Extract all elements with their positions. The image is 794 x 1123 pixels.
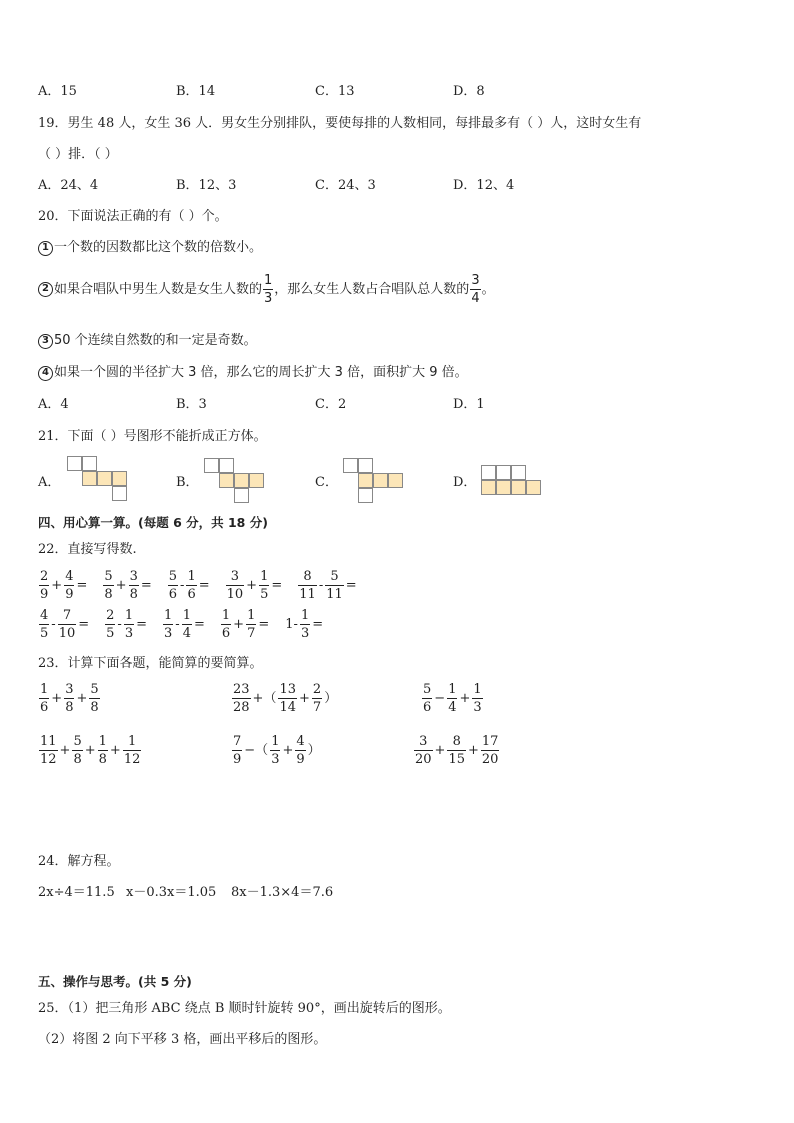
fraction [123,735,142,766]
oral-calc-item [162,609,206,640]
q20-statement-3 [38,334,257,349]
operator: + [233,617,245,632]
circled-number-1: 1 [38,241,53,256]
operator: + [76,691,88,706]
cube-net-b [204,458,266,505]
operator: + [109,743,121,758]
denominator: 11 [326,587,343,602]
q23-expression-5 [231,735,322,766]
numerator: 2 [40,569,49,584]
numerator: 1 [187,569,196,584]
q24-equation-2: x－0.3x＝1.05 [126,885,217,900]
numerator: 8 [298,570,317,586]
circled-number-3: 3 [38,334,53,349]
numerator: 3 [129,569,138,584]
q23-expression-1 [38,683,101,714]
denominator: 9 [40,587,49,602]
denominator: 4 [448,700,457,715]
q21-label-d: D． [453,475,477,490]
numerator: 5 [73,734,82,749]
fraction [312,683,322,714]
denominator: 3 [164,626,173,641]
fraction [447,683,457,714]
q20-statement-4 [38,366,468,381]
oral-calc-item [104,609,148,640]
denominator: 4 [471,291,480,306]
denominator: 8 [73,752,82,767]
fraction [295,735,305,766]
numerator: 1 [98,734,107,749]
oral-calc-item [220,609,270,640]
numerator: 4 [296,734,305,749]
section-5-heading: 五、操作与思考。(共 5 分) [38,974,192,989]
q20-option-d: D．1 [453,397,485,412]
equals-sign: = [258,617,270,632]
oral-calc-item [102,570,152,601]
numerator: 3 [226,570,245,586]
fraction [232,735,242,766]
q23-expression-6 [413,735,500,766]
numerator: 1 [260,569,269,584]
q20-option-c: C．2 [315,397,347,412]
operator: + [282,743,294,758]
operator: - [175,617,180,632]
cube-net-c [343,458,405,505]
q23-stem: 23．计算下面各题，能简算的要简算。 [38,656,263,671]
denominator: 12 [40,752,57,767]
operator: + [84,743,96,758]
fraction [72,735,82,766]
operator: + [51,578,63,593]
numerator: 3 [414,735,433,751]
fraction [232,683,251,714]
numerator: 11 [40,734,57,749]
numerator: 7 [58,609,77,625]
fraction [129,570,139,601]
denominator: 10 [58,626,76,641]
q21-label-b: B． [176,475,199,490]
denominator: 3 [124,626,134,641]
numerator: 1 [300,608,310,623]
q20-option-a: A．4 [38,397,69,412]
numerator: 1 [164,608,173,623]
numerator: 5 [325,570,344,586]
fraction [186,570,196,601]
whole-number: 1- [285,617,298,632]
denominator: 3 [271,752,280,767]
fraction [168,570,178,601]
q18-option-d: D．8 [453,84,485,99]
q20-statement-1-text: 一个数的因数都比这个数的倍数小。 [54,240,263,255]
denominator: 6 [423,700,432,715]
fraction [414,735,433,766]
numerator: 1 [448,682,457,697]
q25-line-2: （2）将图 2 向下平移 3 格，画出平移后的图形。 [38,1032,327,1047]
equals-sign: = [271,578,283,593]
fraction [270,735,280,766]
section-4-heading: 四、用心算一算。(每题 6 分，共 18 分) [38,515,268,530]
equals-sign: = [198,578,210,593]
q19-stem-line2: （ ）排．（ ） [38,147,118,162]
numerator: 5 [104,569,113,584]
fraction [481,735,500,766]
fraction [325,570,344,601]
q18-option-a: A．15 [38,84,77,99]
equals-sign: = [345,578,357,593]
q20-s2-text-a: 如果合唱队中男生人数是女生人数的 [54,282,263,297]
numerator: 4 [40,608,49,623]
numerator: 13 [279,682,296,697]
fraction [105,609,115,640]
q23-expression-2 [231,683,338,714]
q19-option-d: D．12、4 [453,178,515,193]
denominator: 10 [226,587,244,602]
q20-option-b: B．3 [176,397,207,412]
fraction [447,735,466,766]
q24-equation-3: 8x－1.3×4＝7.6 [231,885,334,900]
operator: + [434,743,446,758]
numerator: 4 [65,569,74,584]
q24-stem: 24．解方程。 [38,854,120,869]
oral-calc-item [284,609,324,640]
denominator: 8 [65,700,74,715]
q23-expression-3 [421,683,484,714]
denominator: 8 [129,587,138,602]
q19-stem-line1: 19．男生 48 人，女生 36 人．男女生分别排队，要使每排的人数相同，每排最多有（ ）人，这时女生有 [38,116,642,131]
denominator: 8 [98,752,107,767]
numerator: 8 [447,735,466,751]
denominator: 6 [168,587,178,602]
operator: +（ [252,691,277,706]
q19-option-b: B．12、3 [176,178,237,193]
numerator: 1 [473,682,482,697]
fraction [470,274,480,305]
denominator: 20 [415,752,432,767]
denominator: 6 [221,626,231,641]
operator: − [434,691,446,706]
q20-statement-4-text: 如果一个圆的半径扩大 3 倍，那么它的周长扩大 3 倍，面积扩大 9 倍。 [54,365,468,380]
fraction [58,609,77,640]
fraction [246,609,256,640]
operator: + [299,691,310,706]
denominator: 28 [233,700,250,715]
fraction [39,570,49,601]
q19-option-a: A．24、4 [38,178,99,193]
denominator: 14 [279,700,296,715]
fraction [103,570,113,601]
q21-label-c: C． [315,475,338,490]
denominator: 12 [123,752,141,767]
equals-sign: = [193,617,205,632]
q21-stem: 21．下面（ ）号图形不能折成正方体。 [38,429,267,444]
q20-statement-3-text: 50 个连续自然数的和一定是奇数。 [54,333,257,348]
denominator: 8 [104,587,113,602]
operator: - [117,617,122,632]
denominator: 9 [296,752,305,767]
denominator: 20 [481,752,499,767]
equals-sign: = [136,617,148,632]
operator: + [468,743,479,758]
fraction [278,683,297,714]
numerator: 1 [40,682,49,697]
oral-calc-item [225,570,284,601]
operator: + [115,578,127,593]
q20-statement-2 [38,274,495,305]
circled-number-2: 2 [38,282,53,297]
q22-row-2 [38,609,324,640]
operator: - [51,617,56,632]
cube-net-d [481,465,543,497]
numerator: 1 [124,608,134,623]
q20-statement-1 [38,241,262,256]
fraction [226,570,245,601]
numerator: 1 [271,734,280,749]
fraction [221,609,231,640]
q20-stem: 20．下面说法正确的有（ ）个。 [38,209,228,224]
fraction [39,735,58,766]
denominator: 3 [473,700,482,715]
denominator: 6 [40,700,49,715]
equals-sign: = [78,617,90,632]
operator: −（ [244,743,269,758]
q25-line-1: 25．（1）把三角形 ABC 绕点 B 顺时针旋转 90°，画出旋转后的图形。 [38,1001,451,1016]
oral-calc-item [297,570,357,601]
oral-calc-item [38,609,90,640]
denominator: 6 [187,587,196,602]
numerator: 1 [221,608,231,623]
numerator: 2 [312,682,322,697]
fraction [263,274,273,305]
fraction [182,609,192,640]
fraction [422,683,432,714]
denominator: 7 [247,626,256,641]
numerator: 3 [65,682,74,697]
numerator: 3 [471,273,480,288]
denominator: 5 [40,626,49,641]
numerator: 1 [123,735,142,751]
equals-sign: = [140,578,152,593]
numerator: 5 [168,569,178,584]
circled-number-4: 4 [38,366,53,381]
oral-calc-item [167,570,211,601]
fraction [39,683,49,714]
denominator: 9 [233,752,242,767]
q18-option-c: C．13 [315,84,355,99]
numerator: 23 [233,682,250,697]
numerator: 1 [247,608,256,623]
numerator: 2 [106,608,115,623]
fraction [98,735,108,766]
close-paren: ） [324,691,338,706]
numerator: 1 [264,273,273,288]
fraction [124,609,134,640]
numerator: 5 [90,682,99,697]
q22-row-1 [38,570,372,601]
denominator: 3 [264,291,273,306]
operator: + [59,743,71,758]
operator: + [51,691,63,706]
numerator: 1 [182,608,191,623]
numerator: 5 [423,682,432,697]
denominator: 5 [260,587,269,602]
denominator: 15 [448,752,465,767]
q21-label-a: A． [38,475,61,490]
denominator: 9 [65,587,74,602]
equals-sign: = [312,617,324,632]
operator: - [318,578,324,593]
q24-equation-1: 2x÷4＝11.5 [38,885,115,900]
q22-stem: 22．直接写得数. [38,542,137,557]
fraction [259,570,269,601]
fraction [64,570,74,601]
operator: + [459,691,471,706]
oral-calc-item [38,570,88,601]
q23-expression-4 [38,735,142,766]
operator: + [246,578,258,593]
fraction [64,683,74,714]
numerator: 7 [233,734,242,749]
denominator: 7 [312,700,322,715]
denominator: 4 [182,626,191,641]
close-paren: ） [307,743,321,758]
q20-s2-text-b: ，那么女生人数占合唱队总人数的 [274,282,470,297]
operator: - [180,578,185,593]
cube-net-a [67,456,129,503]
numerator: 17 [481,734,499,749]
q19-option-c: C．24、3 [315,178,376,193]
fraction [163,609,173,640]
fraction [472,683,482,714]
fraction [39,609,49,640]
fraction [89,683,99,714]
fraction [300,609,310,640]
denominator: 11 [299,587,316,602]
q20-s2-text-c: 。 [481,282,495,297]
denominator: 5 [106,626,115,641]
q18-option-b: B．14 [176,84,216,99]
denominator: 3 [300,626,310,641]
fraction [298,570,317,601]
equals-sign: = [76,578,88,593]
denominator: 8 [90,700,99,715]
